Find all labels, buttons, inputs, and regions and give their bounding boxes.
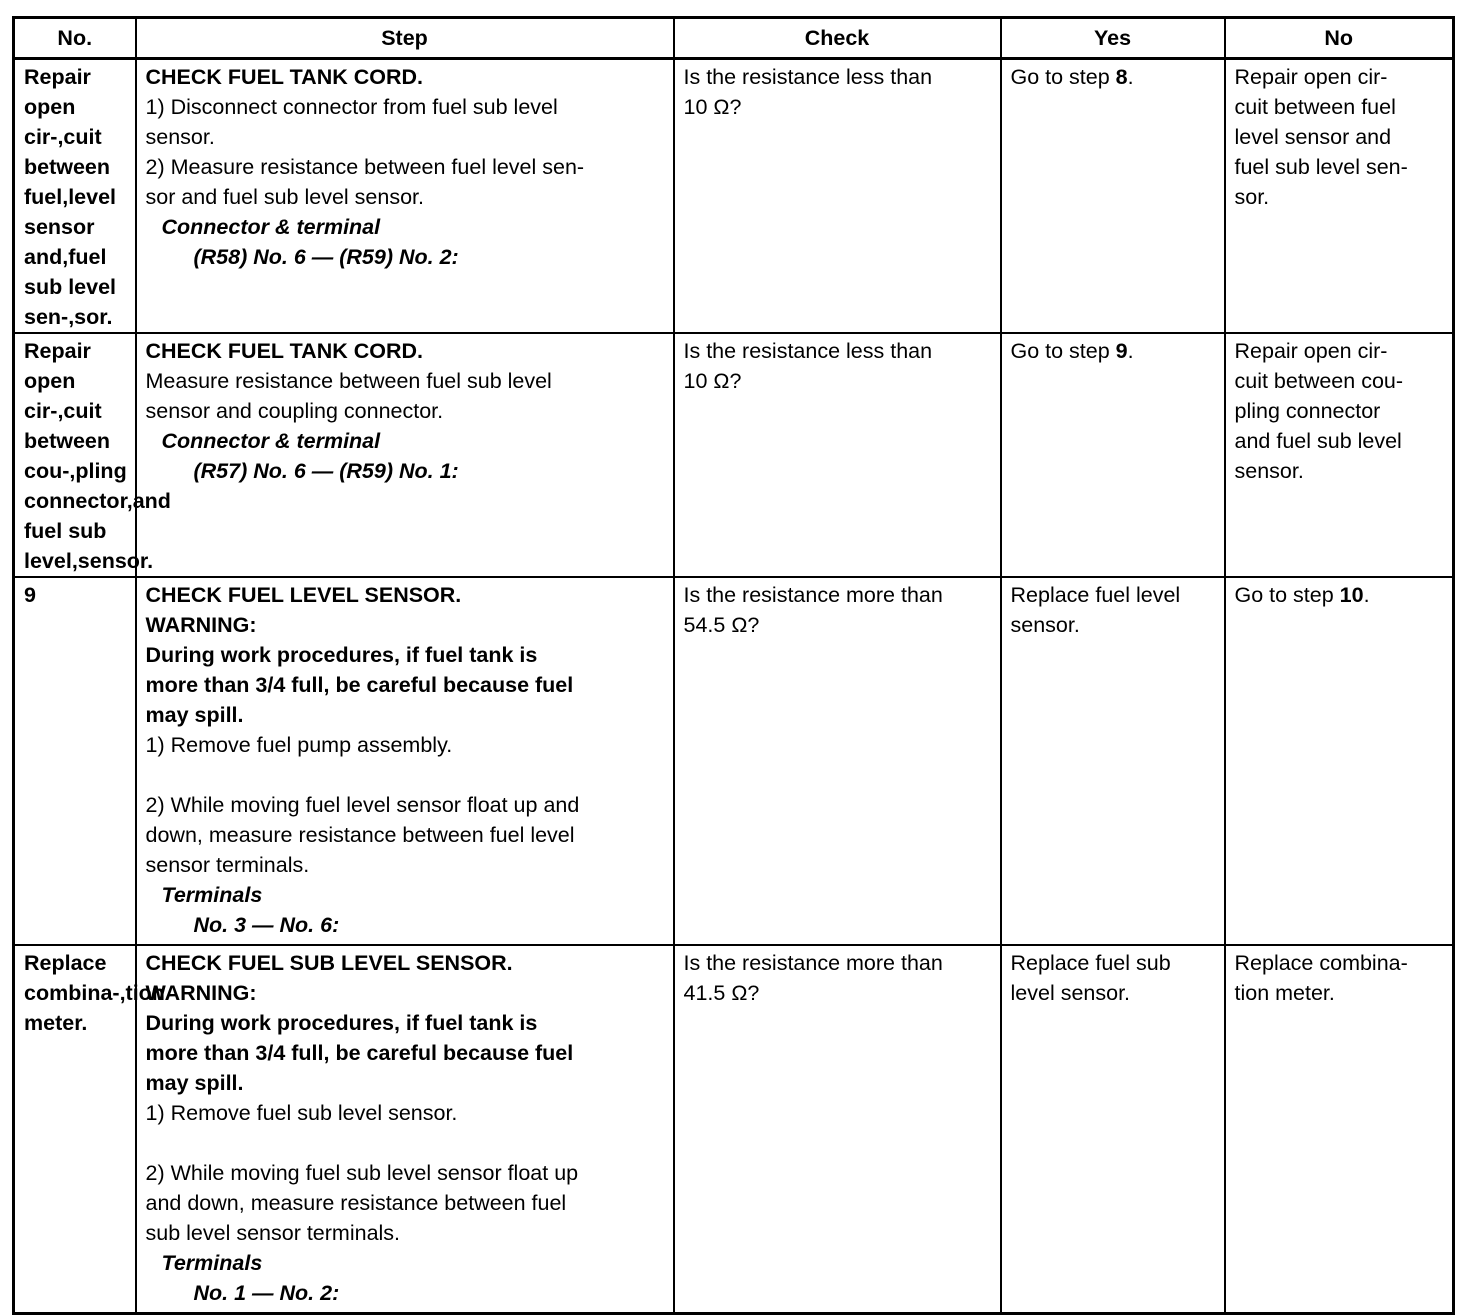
no-text: Go to step bbox=[1234, 583, 1340, 607]
check-line: Is the resistance less than bbox=[683, 339, 933, 363]
table-row-step-7 bbox=[14, 59, 1454, 334]
check-cell bbox=[674, 577, 1001, 945]
yes-cell bbox=[1001, 333, 1225, 577]
step-line: 1) Remove fuel sub level sensor. bbox=[145, 1101, 458, 1125]
check-line: 10 Ω? bbox=[683, 95, 742, 119]
step-title: CHECK FUEL LEVEL SENSOR. bbox=[145, 583, 462, 607]
no-cell bbox=[1225, 577, 1454, 945]
step-line: sub level sensor terminals. bbox=[145, 1221, 401, 1245]
header-step: Step bbox=[136, 18, 674, 59]
no-line: fuel sub level sen- bbox=[1234, 155, 1408, 179]
yes-cell bbox=[1001, 945, 1225, 1314]
no-line: cuit between cou- bbox=[1234, 369, 1404, 393]
no-suffix: . bbox=[1363, 583, 1370, 607]
yes-step-ref: 9 bbox=[1115, 339, 1128, 363]
step-title: CHECK FUEL TANK CORD. bbox=[145, 339, 424, 363]
check-line: 10 Ω? bbox=[683, 369, 742, 393]
step-number: Repair open cir-,cuit between fuel,level sensor and,fuel sub level sen-,sor. bbox=[14, 59, 136, 334]
step-line: Measure resistance between fuel sub level bbox=[145, 369, 552, 393]
spacer bbox=[146, 760, 665, 790]
header-no: No. bbox=[14, 18, 136, 59]
warning-line: may spill. bbox=[145, 703, 244, 727]
no-cell bbox=[1225, 333, 1454, 577]
connector-value: (R57) No. 6 — (R59) No. 1: bbox=[193, 459, 459, 483]
no-line: level sensor and bbox=[1234, 125, 1392, 149]
connector-label: Connector & terminal bbox=[161, 215, 381, 239]
warning-line: may spill. bbox=[145, 1071, 244, 1095]
warning-label: WARNING: bbox=[145, 613, 257, 637]
no-step-ref: 10 bbox=[1339, 583, 1364, 607]
yes-cell bbox=[1001, 577, 1225, 945]
connector-value: (R58) No. 6 — (R59) No. 2: bbox=[193, 245, 459, 269]
step-line: sensor. bbox=[145, 125, 215, 149]
no-cell bbox=[1225, 59, 1454, 334]
check-line: Is the resistance more than bbox=[683, 583, 943, 607]
yes-suffix: . bbox=[1127, 65, 1134, 89]
no-cell bbox=[1225, 945, 1454, 1314]
no-line: Repair open cir- bbox=[1234, 65, 1388, 89]
step-title: CHECK FUEL SUB LEVEL SENSOR. bbox=[145, 951, 513, 975]
no-line: and fuel sub level bbox=[1234, 429, 1402, 453]
check-cell bbox=[674, 59, 1001, 334]
terminals-value: No. 1 — No. 2: bbox=[193, 1281, 340, 1305]
step-title: CHECK FUEL TANK CORD. bbox=[145, 65, 424, 89]
no-line: Repair open cir- bbox=[1234, 339, 1388, 363]
spacer bbox=[146, 1128, 665, 1158]
warning-line: more than 3/4 full, be careful because fuel bbox=[145, 1041, 574, 1065]
step-number: Replace combina-,tion meter. bbox=[14, 945, 136, 1314]
connector-label: Connector & terminal bbox=[161, 429, 381, 453]
yes-line: sensor. bbox=[1010, 613, 1080, 637]
warning-line: During work procedures, if fuel tank is bbox=[145, 643, 538, 667]
yes-step-ref: 8 bbox=[1115, 65, 1128, 89]
yes-text: Go to step bbox=[1010, 65, 1116, 89]
step-line: 2) While moving fuel sub level sensor float up bbox=[145, 1161, 579, 1185]
table-row-step-8 bbox=[14, 333, 1454, 577]
step-line: 1) Disconnect connector from fuel sub level bbox=[145, 95, 558, 119]
step-line: down, measure resistance between fuel level bbox=[145, 823, 575, 847]
yes-line: Replace fuel level bbox=[1010, 583, 1181, 607]
check-line: 54.5 Ω? bbox=[683, 613, 760, 637]
step-line: sensor and coupling connector. bbox=[145, 399, 444, 423]
step-number: 9 bbox=[14, 577, 136, 945]
header-check: Check bbox=[674, 18, 1001, 59]
step-line: 2) While moving fuel level sensor float up and bbox=[145, 793, 580, 817]
warning-line: During work procedures, if fuel tank is bbox=[145, 1011, 538, 1035]
step-line: sor and fuel sub level sensor. bbox=[145, 185, 424, 209]
terminals-label: Terminals bbox=[161, 883, 263, 907]
table-row-step-9 bbox=[14, 577, 1454, 945]
yes-line: Replace fuel sub bbox=[1010, 951, 1171, 975]
warning-line: more than 3/4 full, be careful because fuel bbox=[145, 673, 574, 697]
terminals-label: Terminals bbox=[161, 1251, 263, 1275]
no-line: cuit between fuel bbox=[1234, 95, 1396, 119]
no-line: Replace combina- bbox=[1234, 951, 1408, 975]
yes-text: Go to step bbox=[1010, 339, 1116, 363]
yes-line: level sensor. bbox=[1010, 981, 1131, 1005]
no-line: sensor. bbox=[1234, 459, 1304, 483]
step-number: Repair open cir-,cuit between cou-,pling connector,and fuel sub level,sensor. bbox=[14, 333, 136, 577]
diagnostic-table bbox=[12, 16, 1455, 1315]
check-cell bbox=[674, 945, 1001, 1314]
table-row-step-10 bbox=[14, 945, 1454, 1314]
table-header-row bbox=[14, 18, 1454, 59]
check-line: 41.5 Ω? bbox=[683, 981, 760, 1005]
no-line: pling connector bbox=[1234, 399, 1381, 423]
yes-cell bbox=[1001, 59, 1225, 334]
yes-suffix: . bbox=[1127, 339, 1134, 363]
no-line: tion meter. bbox=[1234, 981, 1335, 1005]
check-line: Is the resistance less than bbox=[683, 65, 933, 89]
header-no-result: No bbox=[1225, 18, 1454, 59]
no-line: sor. bbox=[1234, 185, 1270, 209]
terminals-value: No. 3 — No. 6: bbox=[193, 913, 340, 937]
header-yes: Yes bbox=[1001, 18, 1225, 59]
step-line: 2) Measure resistance between fuel level sen- bbox=[145, 155, 585, 179]
check-line: Is the resistance more than bbox=[683, 951, 943, 975]
step-description bbox=[136, 577, 674, 945]
step-description bbox=[136, 59, 674, 334]
step-description bbox=[136, 945, 674, 1314]
check-cell bbox=[674, 333, 1001, 577]
step-line: 1) Remove fuel pump assembly. bbox=[145, 733, 453, 757]
step-line: and down, measure resistance between fuel bbox=[145, 1191, 567, 1215]
warning-label: WARNING: bbox=[145, 981, 257, 1005]
step-line: sensor terminals. bbox=[145, 853, 310, 877]
step-description bbox=[136, 333, 674, 577]
